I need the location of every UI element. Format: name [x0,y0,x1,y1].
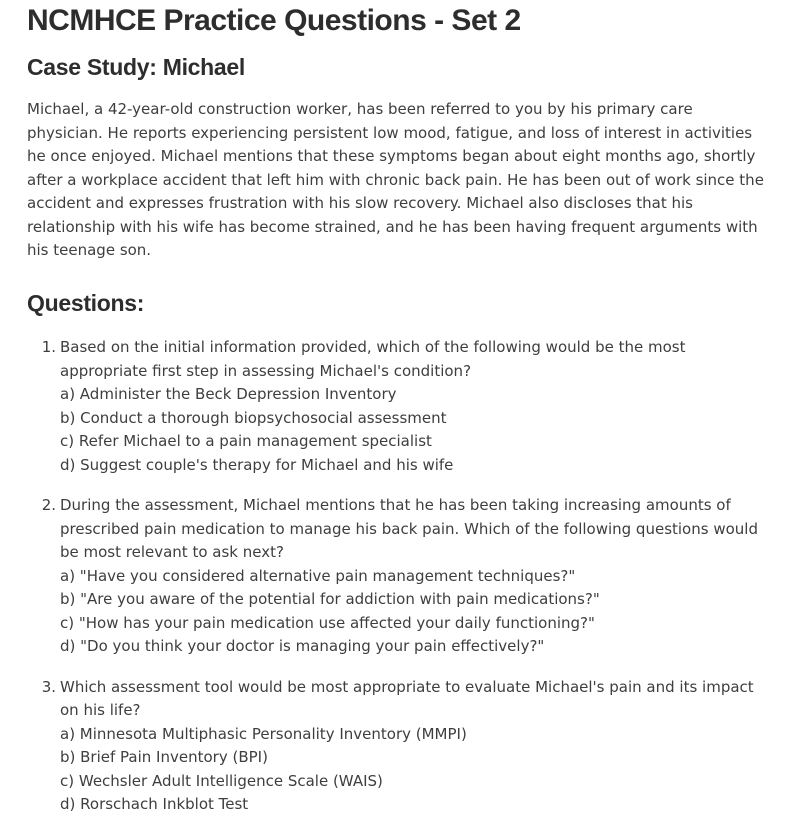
question-option-b: b) Brief Pain Inventory (BPI) [60,748,268,767]
case-study-paragraph: Michael, a 42-year-old construction worker, has been referred to you by his primary care physician. He reports experiencing persistent low mood, fatigue, and loss of interest in activities he once enjoyed. Michael mentions that these symptoms began about eight months ago, shortly after a workplace accident that left him with chronic back pain. He has been out of work since the accident and expresses frustration with his slow recovery. Michael also discloses that his relationship with his wife has become strained, and he has been having frequent arguments with his teenage son. [27,100,764,260]
case-study-heading: Case Study: Michael [27,53,245,80]
question-option-c: c) Refer Michael to a pain management specialist [60,432,432,451]
question-option-d: d) "Do you think your doctor is managing your pain effectively?" [60,637,545,656]
question-option-d: d) Rorschach Inkblot Test [60,795,249,814]
question-option-a: a) Minnesota Multiphasic Personality Inventory (MMPI) [60,724,467,743]
question-text: During the assessment, Michael mentions that he has been taking increasing amounts of prescribed pain medication to manage his back pain. Which of the following questions would be most relevant to ask next? [60,496,758,562]
question-option-b: b) Conduct a thorough biopsychosocial assessment [60,408,447,427]
page-title: NCMHCE Practice Questions - Set 2 [27,4,521,37]
question-option-c: c) "How has your pain medication use affected your daily functioning?" [60,613,595,632]
question-item-3 [27,676,764,817]
question-option-a: a) "Have you considered alternative pain management techniques?" [60,566,576,585]
question-item-2 [27,494,764,659]
question-number: 3. [41,677,56,696]
question-option-b: b) "Are you aware of the potential for addiction with pain medications?" [60,590,600,609]
question-item-1 [27,336,764,477]
question-option-a: a) Administer the Beck Depression Inventory [60,385,397,404]
question-text: Which assessment tool would be most appropriate to evaluate Michael's pain and its impact on his life? [60,677,754,720]
question-text: Based on the initial information provided, which of the following would be the most appropriate first step in assessing Michael's condition? [60,338,686,380]
question-option-c: c) Wechsler Adult Intelligence Scale (WAIS) [60,771,383,790]
questions-heading: Questions: [27,289,145,316]
questions-list [27,336,764,817]
question-number: 2. [41,496,56,515]
question-option-d: d) Suggest couple's therapy for Michael and his wife [60,455,454,474]
question-number: 1. [41,338,56,357]
